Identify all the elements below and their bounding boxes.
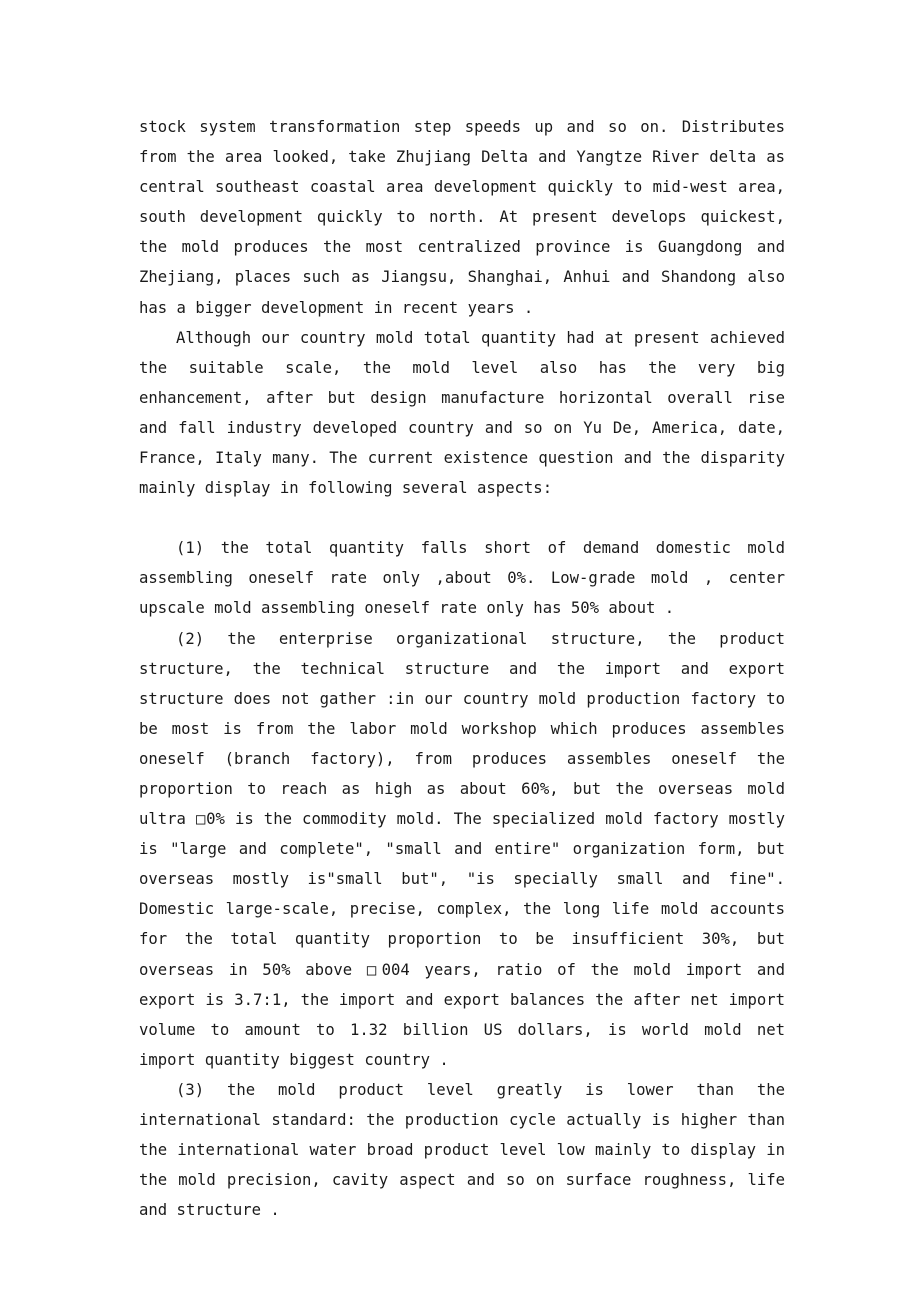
paragraph-point-2: (2) the enterprise organizational structure, the product structure, the technical structure and the import and export structure does not gather :in our country mold production factory to be most is from the labor mold workshop which produces assembles oneself (branch factory), from produces assembles oneself the proportion to reach as high as about 60%, but the overseas mold ultra □0% is the commodity mold. The specialized mold factory mostly is "large and complete", "small and entire" organization form, but overseas mostly is"small but", "is specially small and fine". Domestic large-scale, precise, complex, the long life mold accounts for the total quantity proportion to be insufficient 30%, but overseas in 50% above □004 years, ratio of the mold import and export is 3.7:1, the import and export balances the after net import volume to amount to 1.32 billion US dollars, is world mold net import quantity biggest country . <box>139 629 785 1069</box>
paragraph-point-3: (3) the mold product level greatly is lower than the international standard: the production cycle actually is higher than the international water broad product level low mainly to display in the mold precision, cavity aspect and so on surface roughness, life and structure . <box>139 1080 785 1220</box>
body-text <box>139 112 785 1225</box>
paragraph-point-1: (1) the total quantity falls short of demand domestic mold assembling oneself rate only ,about 0%. Low-grade mold , center upscale mold assembling oneself rate only has 50% about . <box>139 539 785 618</box>
paragraph-although: Although our country mold total quantity had at present achieved the suitable scale, the mold level also has the very big enhancement, after but design manufacture horizontal overall rise and fall industry developed country and so on Yu De, America, date, France, Italy many. The current existence question and the disparity mainly display in following several aspects: <box>139 328 785 498</box>
paragraph-gap <box>139 503 785 533</box>
paragraph-continuation: stock system transformation step speeds up and so on. Distributes from the area looked, take Zhujiang Delta and Yangtze River delta as central southeast coastal area development quickly to mid-west area, south development quickly to north. At present develops quickest, the mold produces the most centralized province is Guangdong and Zhejiang, places such as Jiangsu, Shanghai, Anhui and Shandong also has a bigger development in recent years . <box>139 118 785 317</box>
